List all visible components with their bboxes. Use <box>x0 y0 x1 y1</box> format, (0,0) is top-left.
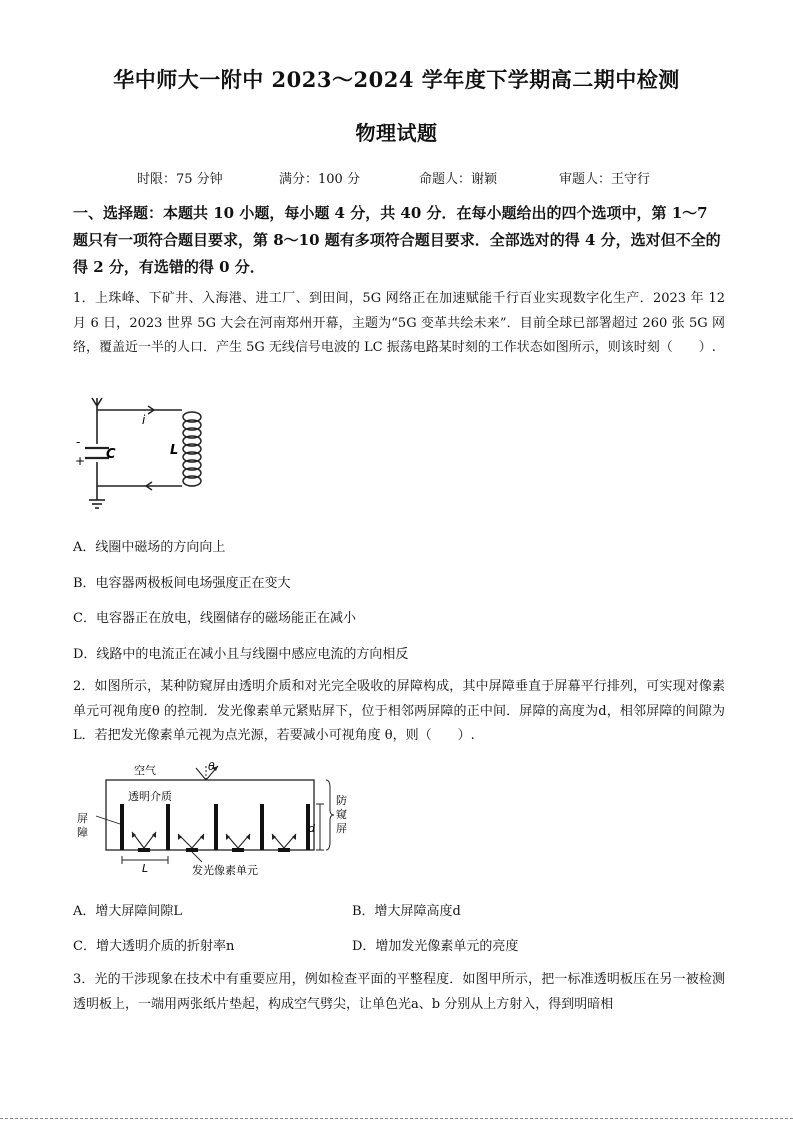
medium-label: 透明介质 <box>128 790 172 803</box>
q1-option-a: A．线圈中磁场的方向向上 <box>73 540 226 555</box>
inductor-label: L <box>170 443 179 458</box>
lc-circuit-figure <box>70 396 220 516</box>
q2-option-b: B．增大屏障高度d <box>352 904 461 919</box>
current-label: i <box>142 413 146 427</box>
full-score: 满分：100 分 <box>279 172 360 187</box>
barrier-label-char: 屏 <box>77 812 88 825</box>
screen-label <box>336 794 347 835</box>
privacy-screen-figure <box>72 758 362 884</box>
screen-label-char: 屏 <box>336 822 347 835</box>
barrier-label <box>77 812 88 839</box>
q2-option-a: A．增大屏障间隙L <box>73 904 183 919</box>
height-label: d <box>308 822 315 835</box>
page-footer-divider <box>0 1118 793 1120</box>
q1-option-b: B．电容器两极板间电场强度正在变大 <box>73 576 291 591</box>
question-2-stem: 2．如图所示，某种防窥屏由透明介质和对光完全吸收的屏障构成，其中屏障垂直于屏幕平行排列，可实现对像素单元可视角度θ 的控制．发光像素单元紧贴屏下，位于相邻两屏障的正中间．屏障的高度为d，相邻屏障的间隙为L．若把发光像素单元视为点光源，若要减小可视角度 θ，则（ ）. <box>73 679 725 743</box>
gap-label: L <box>142 862 149 875</box>
q2-option-d: D．增加发光像素单元的亮度 <box>352 939 519 954</box>
question-reviewer: 审题人：王守行 <box>559 172 651 187</box>
air-label: 空气 <box>134 764 156 777</box>
q1-option-c: C．电容器正在放电，线圈储存的磁场能正在减小 <box>73 611 356 626</box>
capacitor-plus-label: + <box>75 454 86 468</box>
pixel-label: 发光像素单元 <box>192 864 258 877</box>
q1-option-d: D．线路中的电流正在减小且与线圈中感应电流的方向相反 <box>73 647 409 662</box>
exam-subject: 物理试题 <box>355 121 438 145</box>
q2-option-c: C．增大透明介质的折射率n <box>73 939 235 954</box>
screen-label-char: 窥 <box>336 808 347 821</box>
question-3-stem: 3．光的干涉现象在技术中有重要应用，例如检查平面的平整程度．如图甲所示，把一标准透明板压在另一被检测透明板上，一端用两张纸片垫起，构成空气劈尖，让单色光a、b 分别从上方射入，得到明暗相 <box>73 972 725 1012</box>
capacitor-label: C <box>106 447 116 462</box>
theta-label: θ <box>208 760 215 773</box>
exam-title: 华中师大一附中 2023～2024 学年度下学期高二期中检测 <box>113 67 680 92</box>
section-heading: 一、选择题：本题共 10 小题，每小题 4 分，共 40 分．在每小题给出的四个选项中，第 1～7 题只有一项符合题目要求，第 8～10 题有多项符合题目要求．全部选对的得 4 分，选对但不全的得 2 分，有选错的得 0 分． <box>73 204 721 276</box>
question-author: 命题人：谢颖 <box>419 172 498 187</box>
barrier-label-char: 障 <box>77 826 88 839</box>
capacitor-minus-label: - <box>76 435 81 449</box>
question-1-stem: 1．上珠峰、下矿井、入海港、进工厂、到田间，5G 网络正在加速赋能千行百业实现数字化生产．2023 年 12 月 6 日，2023 世界 5G 大会在河南郑州开幕，主题为“5G 变革共绘未来”．目前全球已部署超过 260 张 5G 网络，覆盖近一半的人口．产生 5G 无线信号电波的 LC 振荡电路某时刻的工作状态如图所示，则该时刻（ ）. <box>73 291 725 355</box>
screen-label-char: 防 <box>336 794 347 807</box>
time-limit: 时限：75 分钟 <box>137 172 223 187</box>
